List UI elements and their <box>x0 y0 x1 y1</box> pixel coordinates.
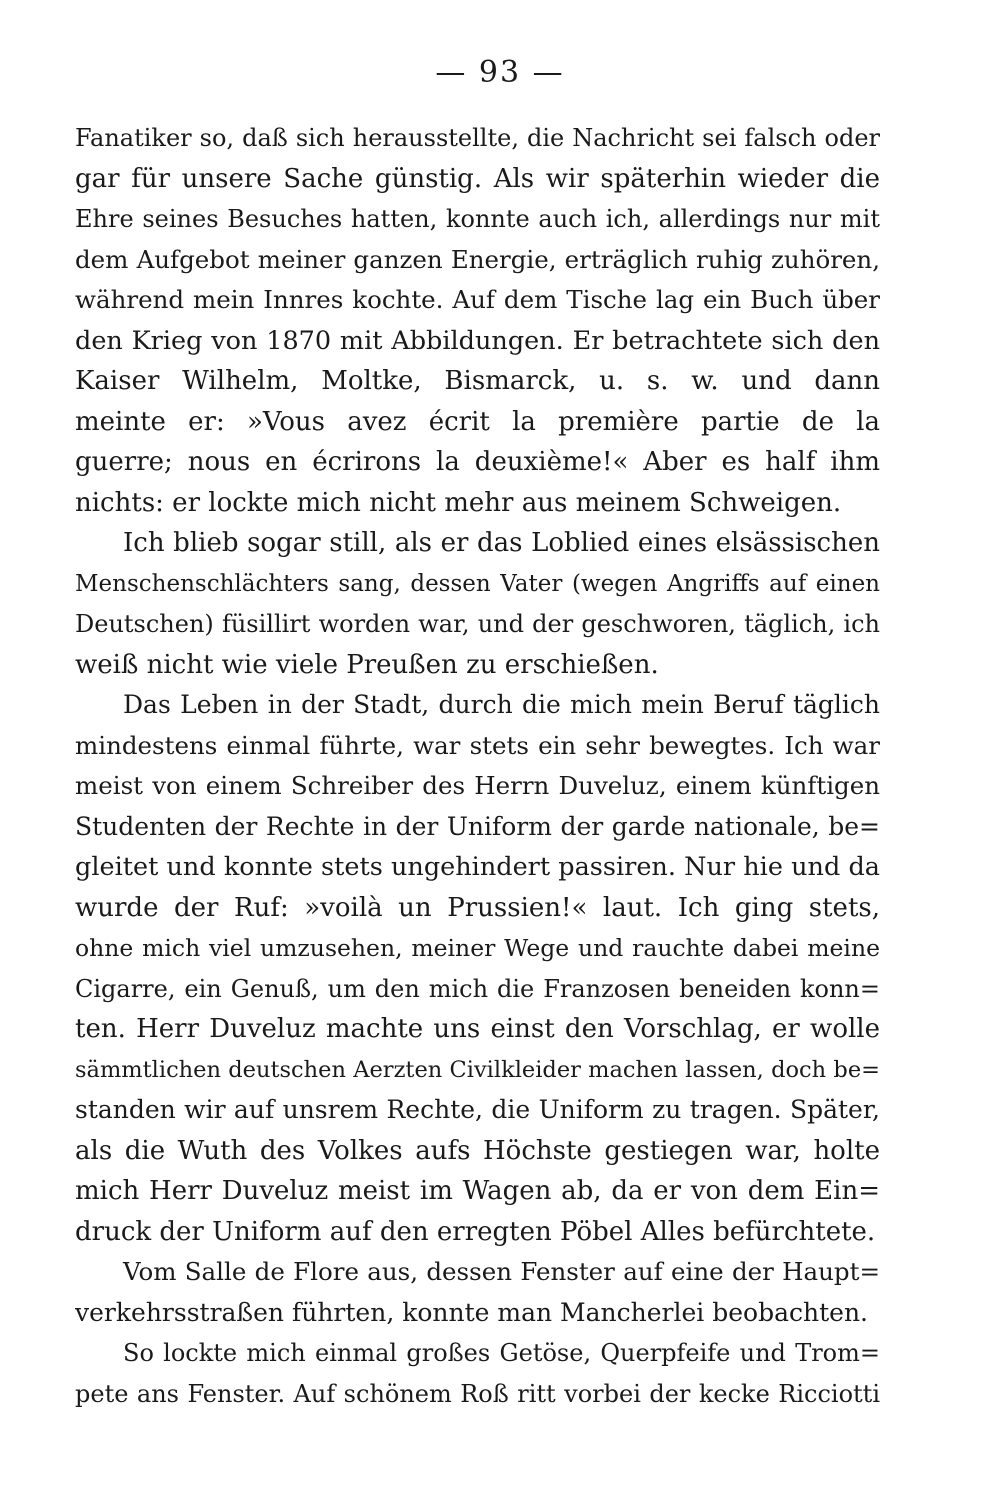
text-line: ohne mich viel umzusehen, meiner Wege und rauchte dabei meine <box>75 934 880 962</box>
text-line: pete ans Fenster. Auf schönem Roß ritt vorbei der kecke Ricciotti <box>75 1379 880 1408</box>
text-line: sämmtlichen deutschen Aerzten Civilkleider machen lassen, doch be= <box>75 1056 880 1083</box>
text-line: verkehrsstraßen führten, konnte man Mancherlei beobachten. <box>75 1297 868 1327</box>
text-line: mindestens einmal führte, war stets ein sehr bewegtes. Ich war <box>75 730 880 760</box>
text-line: Ich blieb sogar still, als er das Loblied eines elsässischen <box>123 528 880 558</box>
text-line: Das Leben in der Stadt, durch die mich mein Beruf täglich <box>123 690 880 719</box>
text-line: mich Herr Duveluz meist im Wagen ab, da er von dem Ein= <box>75 1176 880 1206</box>
text-line: guerre; nous en écrirons la deuxième!« Aber es half ihm <box>75 447 880 477</box>
body-text <box>75 118 880 1414</box>
text-line: gar für unsere Sache günstig. Als wir späterhin wieder die <box>75 163 880 194</box>
text-line: weiß nicht wie viele Preußen zu erschießen. <box>75 649 659 680</box>
text-line: den Krieg von 1870 mit Abbildungen. Er betrachtete sich den <box>75 325 880 356</box>
text-line: ten. Herr Duveluz machte uns einst den Vorschlag, er wolle <box>75 1014 880 1044</box>
text-line: Kaiser Wilhelm, Moltke, Bismarck, u. s. w. und dann <box>75 366 880 396</box>
text-line: So lockte mich einmal großes Getöse, Querpfeife und Trom= <box>123 1339 880 1367</box>
page-number: — 93 — <box>435 55 565 90</box>
text-line: Deutschen) füsillirt worden war, und der geschworen, täglich, ich <box>75 610 880 638</box>
text-line: Vom Salle de Flore aus, dessen Fenster auf eine der Haupt= <box>123 1257 880 1286</box>
text-line: wurde der Ruf: »voilà un Prussien!« laut. Ich ging stets, <box>75 892 880 923</box>
text-line: Fanatiker so, daß sich herausstellte, die Nachricht sei falsch oder <box>75 124 880 152</box>
text-line: Ehre seines Besuches hatten, konnte auch ich, allerdings nur mit <box>75 205 880 233</box>
text-line: Menschenschlächters sang, dessen Vater (wegen Angriffs auf einen <box>75 570 880 597</box>
text-line: während mein Innres kochte. Auf dem Tische lag ein Buch über <box>75 285 880 314</box>
text-line: meinte er: »Vous avez écrit la première partie de la <box>75 406 880 437</box>
text-line: Studenten der Rechte in der Uniform der garde nationale, be= <box>75 811 880 841</box>
text-line: Cigarre, ein Genuß, um den mich die Franzosen beneiden konn= <box>75 974 880 1003</box>
text-line: druck der Uniform auf den erregten Pöbel Alles befürchtete. <box>75 1216 876 1247</box>
text-line: meist von einem Schreiber des Herrn Duveluz, einem künftigen <box>75 771 880 800</box>
text-line: dem Aufgebot meiner ganzen Energie, erträglich ruhig zuhören, <box>75 244 880 274</box>
text-line: nichts: er lockte mich nicht mehr aus meinem Schweigen. <box>75 487 842 518</box>
text-line: gleitet und konnte stets ungehindert passiren. Nur hie und da <box>75 852 880 882</box>
text-line: standen wir auf unsrem Rechte, die Uniform zu tragen. Später, <box>75 1095 880 1124</box>
text-line: als die Wuth des Volkes aufs Höchste gestiegen war, holte <box>75 1135 880 1166</box>
